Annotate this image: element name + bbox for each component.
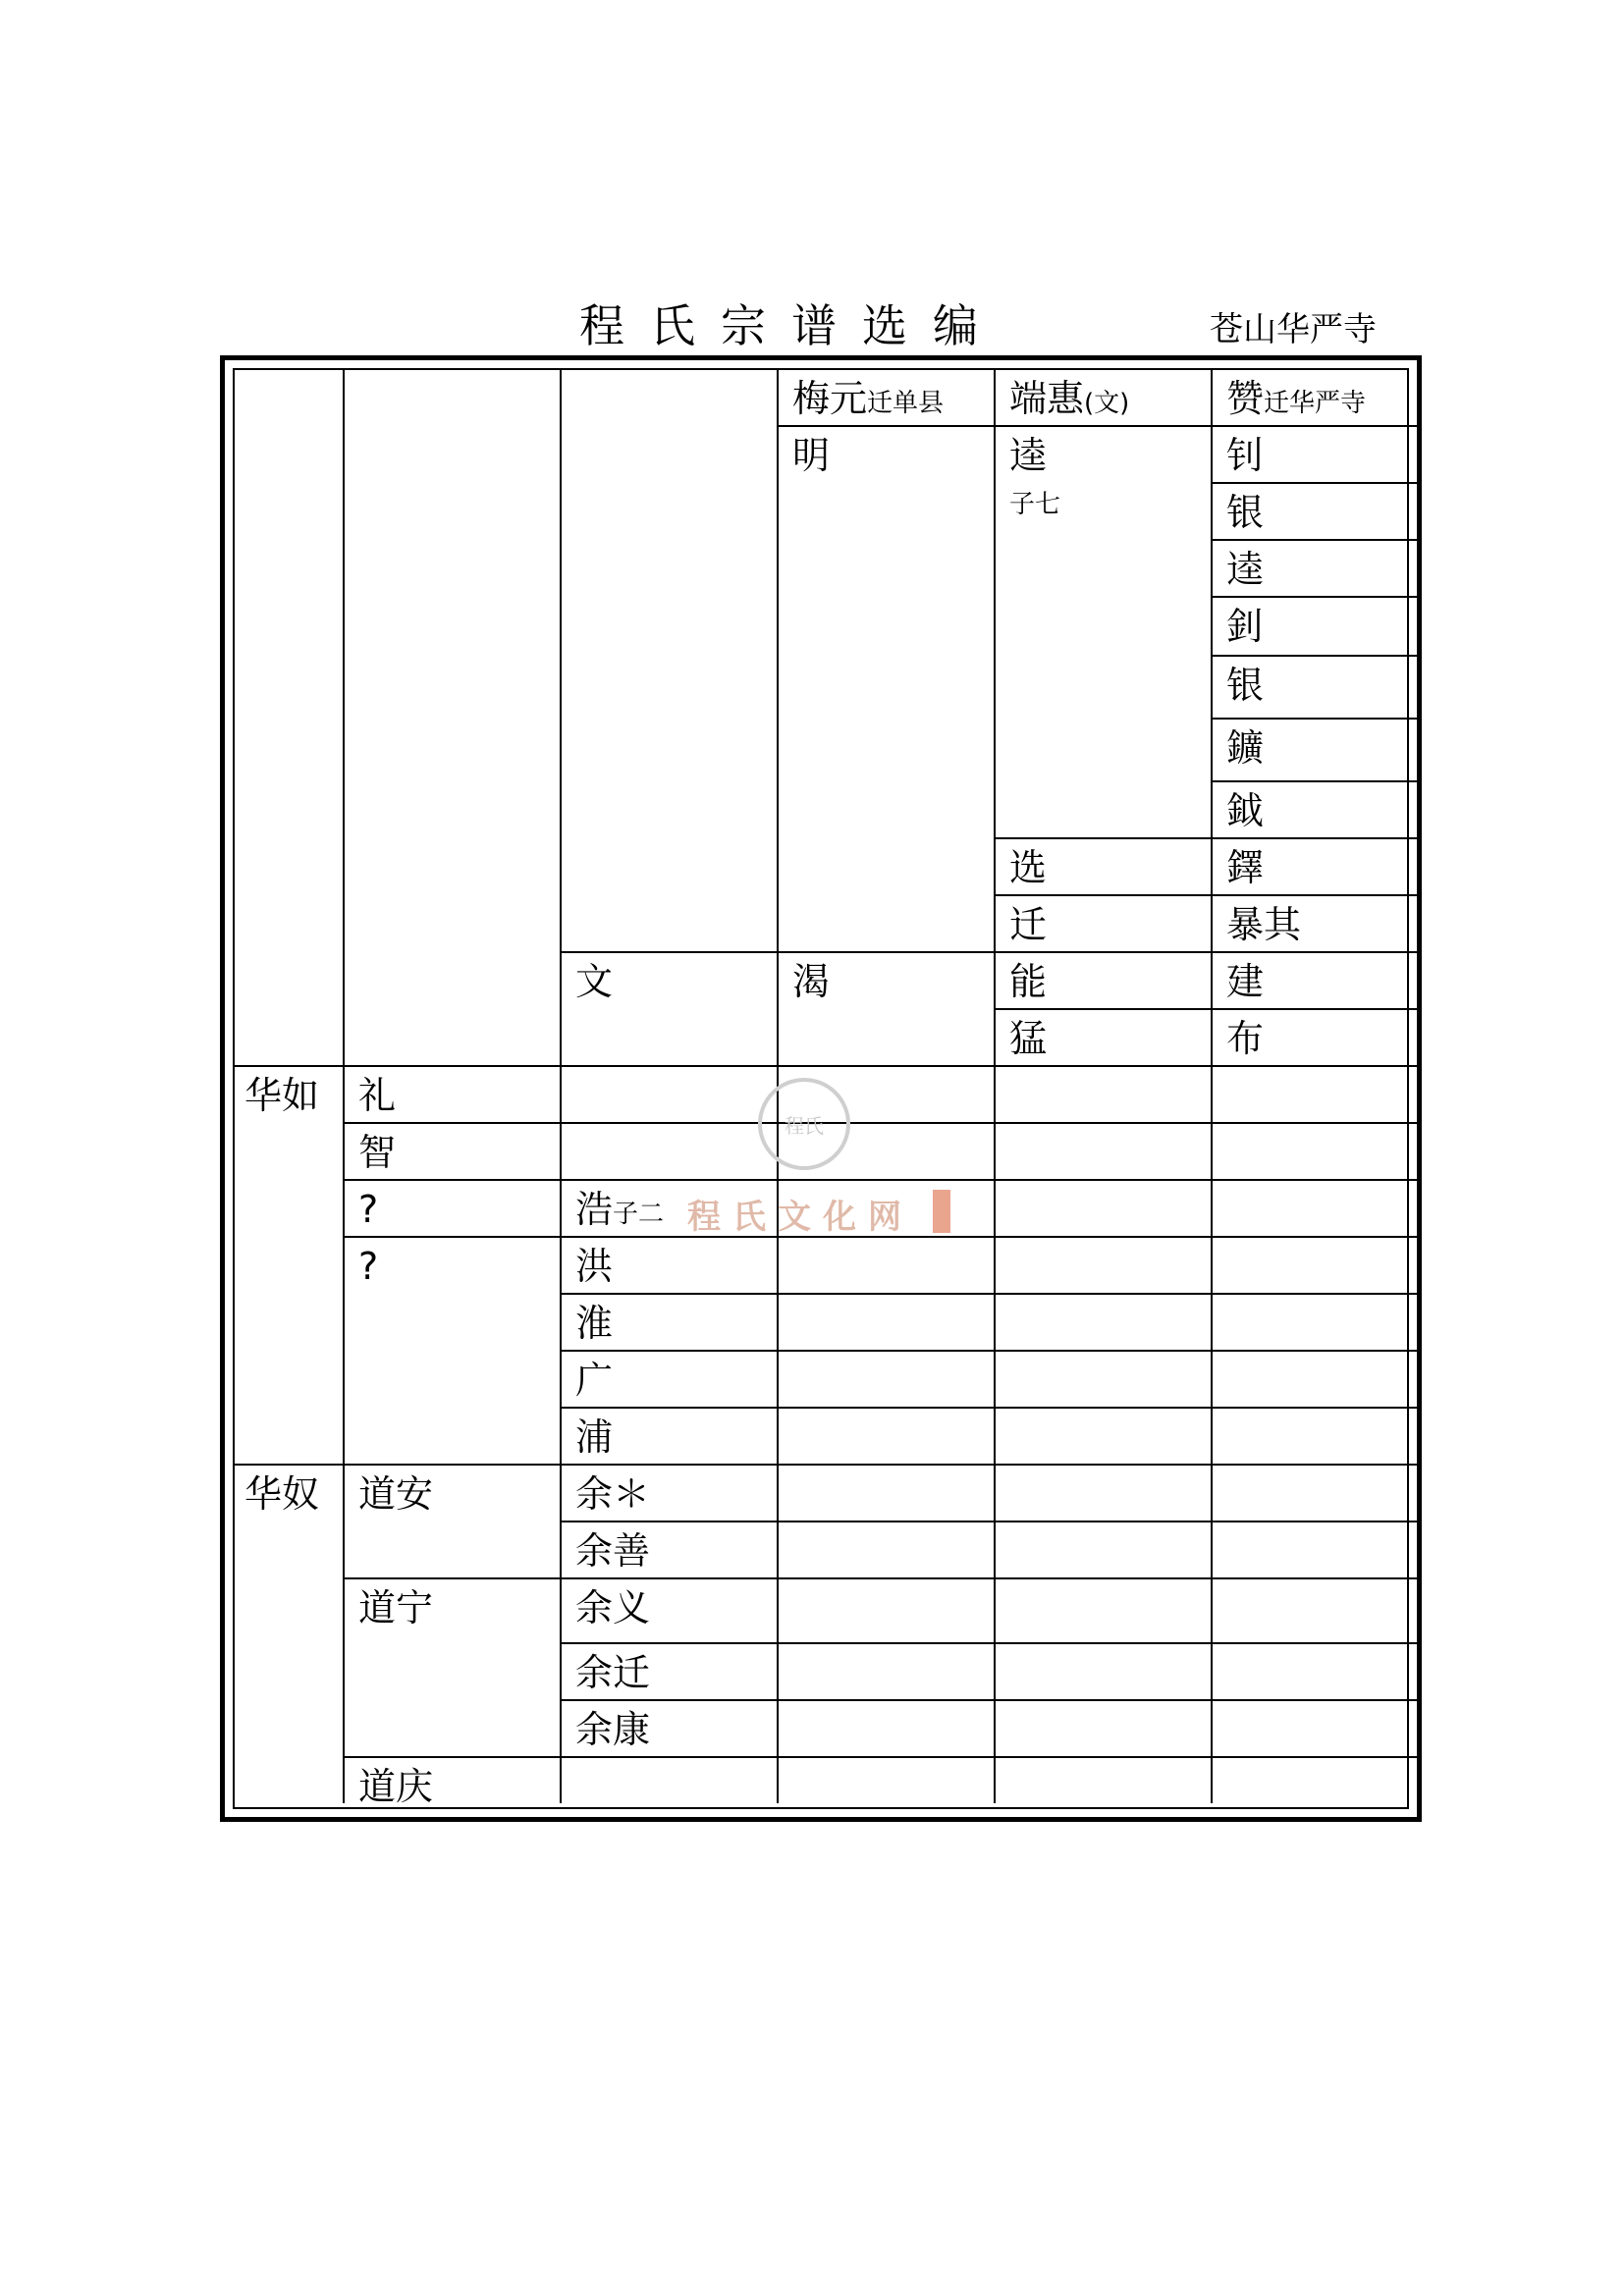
row-line xyxy=(343,1577,1421,1579)
person-daoan: 道安 xyxy=(358,1472,434,1516)
son-1: 钊 xyxy=(1226,434,1265,477)
person-unknown-1: ? xyxy=(358,1188,379,1231)
row-line xyxy=(1211,482,1421,484)
row-line xyxy=(560,1642,1421,1644)
person-note: 子二 xyxy=(613,1200,665,1229)
person-yuyi: 余义 xyxy=(575,1586,651,1629)
son-2: 银 xyxy=(1226,491,1265,534)
row-line xyxy=(777,425,1421,427)
person-baoqi: 暴其 xyxy=(1226,903,1302,946)
person-note: 子七 xyxy=(1009,490,1061,519)
person-wen: 文 xyxy=(575,960,614,1003)
watermark-seal-icon xyxy=(933,1190,950,1233)
watermark-logo-text: 程氏 xyxy=(785,1113,824,1138)
person-neng: 能 xyxy=(1009,960,1048,1003)
row-line xyxy=(235,1464,1421,1466)
page-subtitle: 苍山华严寺 xyxy=(1210,310,1377,349)
row-line xyxy=(560,1350,1421,1352)
row-line xyxy=(994,894,1421,896)
person-huanu: 华奴 xyxy=(244,1472,320,1516)
person-name: 浩 xyxy=(575,1188,614,1231)
person-yuqian: 余迁 xyxy=(575,1651,651,1694)
row-line xyxy=(560,951,1421,953)
person-huai: 淮 xyxy=(575,1302,614,1345)
person-qian: 迁 xyxy=(1009,903,1048,946)
son-4: 釗 xyxy=(1226,605,1265,648)
row-line xyxy=(343,1756,1421,1758)
person-xuan: 选 xyxy=(1009,846,1048,889)
person-name: 赞 xyxy=(1226,377,1265,420)
row-line xyxy=(994,1008,1421,1010)
person-yukang: 余康 xyxy=(575,1708,651,1751)
person-meng: 猛 xyxy=(1009,1017,1048,1060)
person-note: (文) xyxy=(1084,389,1130,418)
row-line xyxy=(560,1407,1421,1409)
son-5: 银 xyxy=(1226,664,1265,707)
row-line xyxy=(1211,780,1421,782)
son-7: 鉞 xyxy=(1226,789,1265,832)
person-bu: 布 xyxy=(1226,1017,1265,1060)
person-name: 梅元 xyxy=(792,377,868,420)
person-daoning: 道宁 xyxy=(358,1586,434,1629)
person-jian: 建 xyxy=(1226,960,1265,1003)
person-note: 迁单县 xyxy=(867,389,945,418)
row-line xyxy=(343,1122,1421,1124)
person-name: 端惠 xyxy=(1009,377,1085,420)
column-line xyxy=(1211,370,1213,1803)
row-line xyxy=(1211,596,1421,598)
row-line xyxy=(343,1179,1421,1181)
son-3: 逵 xyxy=(1226,548,1265,591)
person-name: 逵 xyxy=(1009,434,1048,477)
person-yi: 鐸 xyxy=(1226,846,1265,889)
person-cell-meiyuan xyxy=(792,377,945,420)
row-line xyxy=(560,1699,1421,1701)
person-cell-duanhui xyxy=(1009,377,1130,420)
person-pu: 浦 xyxy=(575,1415,614,1459)
row-line xyxy=(235,1065,1421,1067)
person-unknown-2: ? xyxy=(358,1245,379,1288)
row-line xyxy=(560,1293,1421,1295)
person-cell-da xyxy=(1009,434,1061,519)
person-yu-1: 余＊ xyxy=(575,1472,651,1516)
person-ming: 明 xyxy=(792,434,831,477)
column-line xyxy=(560,370,562,1803)
watermark-logo xyxy=(758,1078,850,1170)
row-line xyxy=(1211,655,1421,657)
column-line xyxy=(343,370,345,1803)
person-note: 迁华严寺 xyxy=(1264,389,1367,418)
person-guang: 广 xyxy=(575,1359,614,1402)
person-zhi: 智 xyxy=(358,1131,397,1174)
column-line xyxy=(994,370,996,1803)
row-line xyxy=(1211,539,1421,541)
page-title: 程氏宗谱选编 xyxy=(579,299,1003,352)
person-hong: 洪 xyxy=(575,1245,614,1288)
person-daoqing: 道庆 xyxy=(358,1765,434,1808)
person-li: 礼 xyxy=(358,1074,397,1117)
person-cell-zan xyxy=(1226,377,1367,420)
row-line xyxy=(994,837,1421,839)
person-yushan: 余善 xyxy=(575,1529,651,1573)
son-6: 鑛 xyxy=(1226,726,1265,770)
row-line xyxy=(560,1521,1421,1522)
row-line xyxy=(1211,718,1421,720)
person-he: 渴 xyxy=(792,960,831,1003)
person-cell-hao xyxy=(575,1188,665,1231)
person-huaru: 华如 xyxy=(244,1074,320,1117)
watermark-text: 程氏文化网 xyxy=(687,1198,913,1237)
